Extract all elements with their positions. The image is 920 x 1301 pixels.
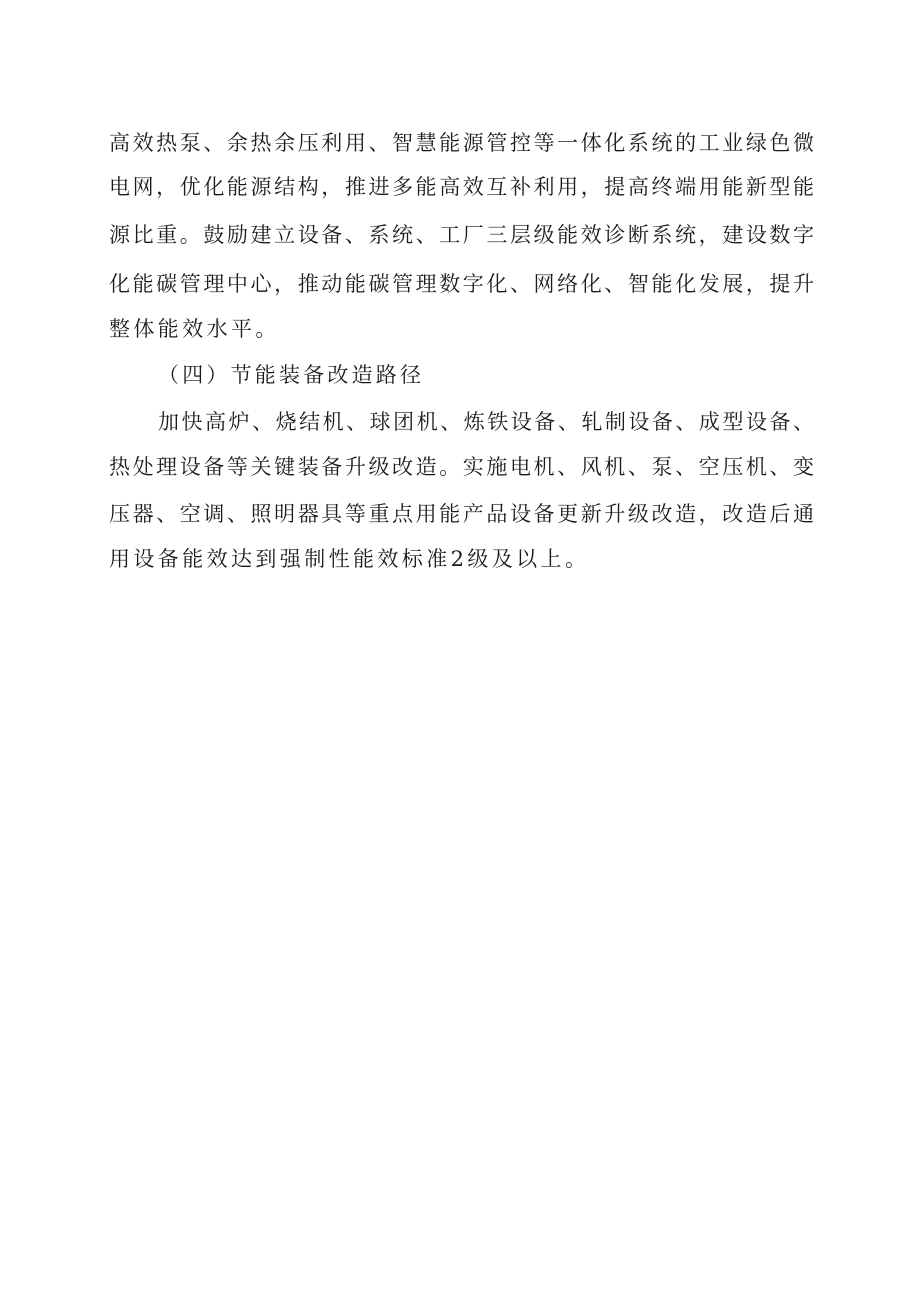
paragraph-1-line-5: 整体能效水平。 (109, 317, 280, 341)
section-heading: （四）节能装备改造路径 (158, 363, 425, 387)
paragraph-2-line-4: 用设备能效达到强制性能效标准2级及以上。 (109, 547, 590, 571)
paragraph-1-line-4: 化能碳管理中心，推动能碳管理数字化、网络化、智能化发展，提升 (109, 272, 814, 296)
paragraph-1-line-1: 高效热泵、余热余压利用、智慧能源管控等一体化系统的工业绿色微 (109, 131, 814, 155)
paragraph-2-line-2: 热处理设备等关键装备升级改造。实施电机、风机、泵、空压机、变 (109, 455, 814, 479)
paragraph-1-line-2: 电网，优化能源结构，推进多能高效互补利用，提高终端用能新型能 (109, 175, 814, 199)
paragraph-2-line-3: 压器、空调、照明器具等重点用能产品设备更新升级改造，改造后通 (109, 502, 814, 526)
paragraph-2-line-1: 加快高炉、烧结机、球团机、炼铁设备、轧制设备、成型设备、 (158, 410, 814, 434)
paragraph-1-line-3: 源比重。鼓励建立设备、系统、工厂三层级能效诊断系统，建设数字 (109, 223, 814, 247)
